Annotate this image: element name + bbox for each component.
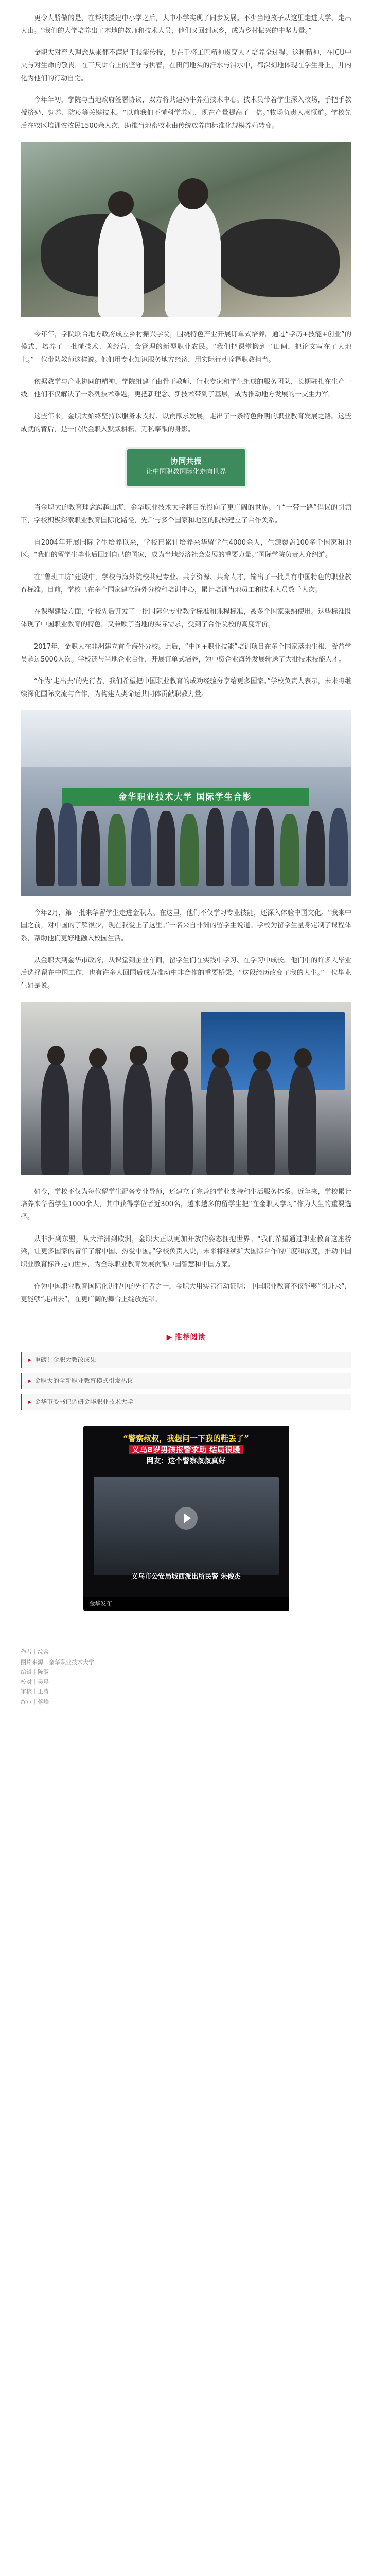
recommend-link[interactable] <box>21 1394 351 1410</box>
recommend-link[interactable] <box>21 1352 351 1368</box>
credit-line: 作者｜综合 <box>21 1649 49 1656</box>
paragraph: 依据教学与产业协同的精神，学院组建了由骨干教师、行业专家和学生组成的服务团队，长期驻扎在生产一线。他们不仅解决了一系列技术难题，更把新理念、新技术带到了基层，成为推动地方发展的一支生力军。 <box>21 378 351 399</box>
paragraph: 作为中国职业教育国际化进程中的先行者之一，金职大用实际行动证明：中国职业教育不仅能够“引进来”，更能够“走出去”，在更广阔的舞台上绽放光彩。 <box>21 1282 351 1303</box>
paragraph: 今年2月，第一批来华留学生走进金职大。在这里，他们不仅学习专业技能，还深入体验中国文化。“我来中国之前，对中国的了解很少，现在我爱上了这里。”一名来自非洲的留学生说道。学校为留学生量身定制了课程体系，帮助他们更好地融入校园生活。 <box>21 909 351 942</box>
recommend-link-text: 金职大的全新职业教育模式引发热议 <box>34 1377 134 1384</box>
paragraph: 从金职大到金华市政府，从课堂到企业车间，留学生们在实践中学习、在学习中成长。他们中的许多人毕业后选择留在中国工作，也有许多人回国后成为推动中非合作的重要桥梁。“这段经历改变了我的人生。”一位毕业生如是说。 <box>21 956 351 990</box>
international-students-group-photo <box>21 710 351 896</box>
paragraph: 这些年来，金职大始终坚持以服务求支持、以贡献求发展，走出了一条特色鲜明的职业教育发展之路。这些成就的背后，是一代代金职人默默耕耘、无私奉献的身影。 <box>21 412 351 433</box>
arrow-icon: ▸ <box>28 1355 32 1363</box>
paragraph: 从非洲到东盟，从大洋洲到欧洲，金职大正以更加开放的姿态拥抱世界。“我们希望通过职业教育这座桥梁，让更多国家的青年了解中国、热爱中国。”学校负责人说，未来将继续扩大国际合作的广度和深度，推动中国职业教育标准走向世界，为全球职业教育发展贡献中国智慧和中国方案。 <box>21 1235 351 1269</box>
credit-line: 图片来源｜金华职业技术大学 <box>21 1658 94 1666</box>
video-headline-label: 网友： <box>146 1457 168 1466</box>
credit-line: 审核｜王涛 <box>21 1688 49 1696</box>
article-credits <box>0 1611 372 1722</box>
recommend-title-text: 推荐阅读 <box>174 1333 206 1342</box>
credit-line: 校对｜吴晨 <box>21 1679 49 1686</box>
video-headline-line1: “警察叔叔，我想问一下我的鞋丢了” <box>123 1434 249 1444</box>
recommend-link-text: 金华市委书记调研金华职业技术大学 <box>34 1398 134 1406</box>
paragraph: 在课程建设方面，学校先后开发了一批国际化专业教学标准和课程标准，被多个国家采纳使用。这些标准既体现了中国职业教育的特色，又兼顾了当地的实际需求，受到了合作院校的高度评价。 <box>21 608 351 629</box>
recommend-link-text: 重磅！金职大教改成果 <box>34 1355 97 1363</box>
paragraph: 今年年，学院联合地方政府成立乡村振兴学院，围绕特色产业开展订单式培养。通过“学历+技能+创业”的模式，培养了一批懂技术、善经营、会管理的新型职业农民。“我们把课堂搬到了田间，把论文写在了大地上。”一位带队教师这样说。他们用专业知识服务地方经济，用实际行动诠释职教担当。 <box>21 330 351 364</box>
credit-line: 终审｜蒋峰 <box>21 1698 49 1705</box>
embedded-video[interactable] <box>83 1426 289 1611</box>
triangle-icon: ▶ <box>166 1333 173 1342</box>
paragraph: “作为‘走出去’的先行者，我们希望把中国职业教育的成功经验分享给更多国家。”学校负责人表示，未来将继续深化国际交流与合作，为构建人类命运共同体贡献职教力量。 <box>21 677 351 698</box>
video-headline-line3: 这个警察叔叔真好 <box>168 1457 226 1466</box>
video-headline-line2: 义乌8岁男孩报警求助 结局很暖 <box>129 1445 243 1454</box>
paragraph: 金职大对育人理念从来都不满足于技能传授，要在于将工匠精神贯穿人才培养全过程。这种精神，在ICU中央与对生命的敬畏，在三尺讲台上的坚守与执着，在田间地头的汗水与泪水中，都深刻地体现在学生身上，并内化为他们的行动自觉。 <box>21 49 351 82</box>
arrow-icon: ▸ <box>28 1377 32 1384</box>
video-caption: 义乌市公安局城西派出所民警 朱俊杰 <box>131 1572 241 1581</box>
paragraph: 在“鲁班工坊”建设中，学校与海外院校共建专业、共享资源、共育人才，输出了一批具有中国特色的职业教育标准。目前，学校已在多个国家建立海外分校和培训中心，累计培训当地员工和技术人员数千人次。 <box>21 573 351 594</box>
play-icon[interactable] <box>175 1507 198 1530</box>
recommend-title <box>21 1331 351 1345</box>
recommend-section <box>0 1315 372 1611</box>
paragraph: 2017年，金职大在非洲建立首个海外分校。此后，“中国+职业技能”培训项目在多个国家落地生根，受益学员超过5000人次。学校还与当地企业合作，开展订单式培养，为中资企业海外发展输送了大批技术技能人才。 <box>21 642 351 664</box>
video-source-bar <box>83 1597 289 1611</box>
group-banner: 金华职业技术大学 国际学生合影 <box>62 788 309 806</box>
paragraph: 今年年初，学院与当地政府签署协议，双方将共建奶牛养殖技术中心。技术员带着学生深入牧场，手把手教授挤奶、饲养、防疫等关键技术。“以前我们不懂科学养殖，现在产量提高了一倍。”牧场负责人感慨道。学校先后在牧区培训农牧民1500余人次，助推当地畜牧业由传统放养向标准化规模养殖转变。 <box>21 96 351 130</box>
recommend-link[interactable] <box>21 1373 351 1389</box>
video-source: 金华发布 <box>89 1600 112 1607</box>
paragraph: 更令人骄傲的是，在帮扶援建中小学之后，大中小学实现了同步发展。不少当地孩子从这里走进大学、走出大山。“我们的大学培养出了本地的教师和技术人员，他们又回到家乡，成为乡村振兴的中坚力量。” <box>21 14 351 35</box>
arrow-icon: ▸ <box>28 1398 32 1406</box>
credit-line: 编辑｜陈淑 <box>21 1668 49 1675</box>
dairy-farm-photo <box>21 142 351 317</box>
section-title: 协同共振 <box>170 456 202 466</box>
video-headline <box>83 1433 289 1467</box>
paragraph: 自2004年开展国际学生培养以来，学校已累计培养来华留学生4000余人，生源覆盖100多个国家和地区。“我们的留学生毕业后回到自己的国家，成为当地经济社会发展的重要力量。”国际学院负责人介绍道。 <box>21 538 351 560</box>
paragraph: 如今，学校不仅为每位留学生配备专业导师，还建立了完善的学业支持和生活服务体系。近年来，学校累计培养来华留学生1000余人，其中获得学位者近300名，越来越多的留学生把“在金职大学习”作为人生的重要选择。 <box>21 1188 351 1222</box>
paragraph: 当金职大的教育理念跨越山海，金华职业技术大学将目光投向了更广阔的世界。在“一带一路”倡议的引领下，学校积极探索职业教育国际化路径，先后与多个国家和地区的院校建立了合作关系。 <box>21 504 351 524</box>
section-title-box <box>127 449 245 486</box>
section-subtitle: 让中国职教国际化走向世界 <box>146 468 226 477</box>
students-in-lab-photo <box>21 1002 351 1175</box>
